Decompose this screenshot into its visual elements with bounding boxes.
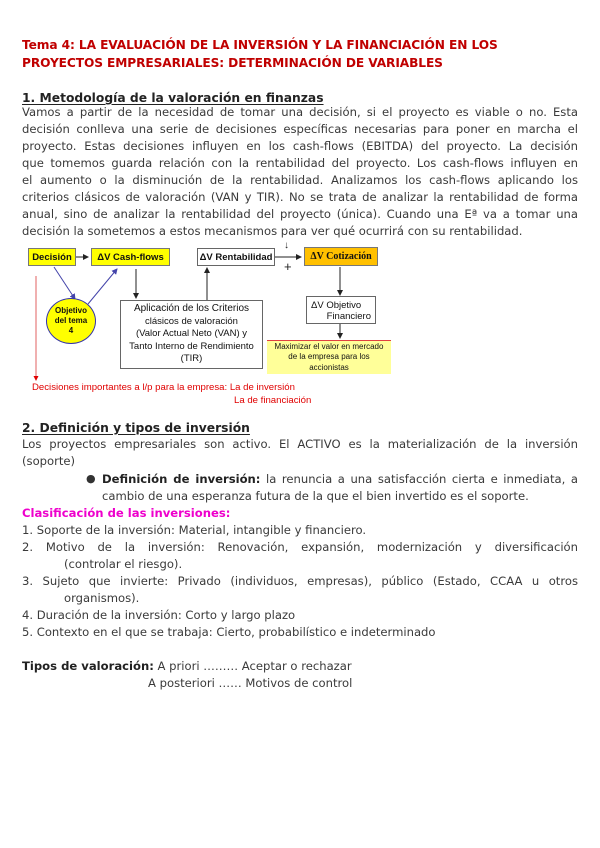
tipos-valoracion-line2: A posteriori …… Motivos de control xyxy=(148,676,353,690)
a-priori-text: A priori ……… Aceptar o rechazar xyxy=(153,659,352,673)
cashflows-box: ΔV Cash-flows xyxy=(91,248,170,266)
section1-paragraph xyxy=(22,104,578,240)
objetivo-tema-ellipse xyxy=(46,298,96,344)
paragraph-line: el aumento o la disminución de la rentabilidad. Analizamos los cash-flows aplicando los xyxy=(22,173,578,187)
maximizar-line: Maximizar el valor en mercado xyxy=(274,341,384,351)
definicion-inversion-line1 xyxy=(102,471,578,488)
maximizar-line: accionistas xyxy=(309,362,349,372)
clasificacion-item-5: 5. Contexto en el que se trabaja: Cierto, probabilístico e indeterminado xyxy=(22,625,436,639)
definicion-inversion-line2: cambio de una esperanza futura de la que el bien invertido es el soporte. xyxy=(102,489,529,503)
financiacion-text: La de financiación xyxy=(234,395,312,406)
bullet-dot: ● xyxy=(86,472,96,485)
cotizacion-box: ΔV Cotización xyxy=(304,247,378,266)
paragraph-line: decisión la sometemos a estos mecanismos para ver qué ocurrirá con su rentabilidad. xyxy=(22,224,523,238)
decisiones-importantes-text: Decisiones importantes a l/p para la empresa: La de inversión xyxy=(32,382,295,393)
clasificacion-item-2-cont: (controlar el riesgo). xyxy=(64,557,183,571)
paragraph-line: proyecto. Estas decisiones influyen en los cash-flows (EBITDA) del proyecto. La decisión xyxy=(22,139,578,153)
objetivo-line: Objetivo xyxy=(54,306,87,315)
objetivo-financiero-line: ΔV Objetivo xyxy=(311,300,362,311)
objetivo-line: del tema xyxy=(54,316,88,325)
title-line-1: Tema 4: LA EVALUACIÓN DE LA INVERSIÓN Y LA FINANCIACIÓN EN LOS xyxy=(22,38,498,52)
maximizar-box xyxy=(267,340,391,374)
section2-heading: 2. Definición y tipos de inversión xyxy=(22,421,250,435)
tipos-valoracion-label: Tipos de valoración: xyxy=(22,659,154,673)
tipos-valoracion-line1 xyxy=(22,658,352,675)
criterios-line: clásicos de valoración xyxy=(145,315,238,327)
objetivo-line: 4 xyxy=(68,326,74,335)
clasificacion-item-3: 3. Sujeto que invierte: Privado (individuos, empresas), público (Estado, CCAA u otros xyxy=(22,574,578,588)
criterios-line: Aplicación de los Criterios xyxy=(133,303,250,315)
document-title xyxy=(22,36,582,72)
maximizar-line: de la empresa para los xyxy=(288,352,370,362)
clasificacion-item-4: 4. Duración de la inversión: Corto y largo plazo xyxy=(22,608,296,622)
clasificacion-heading: Clasificación de las inversiones: xyxy=(22,506,231,520)
criterios-line: Tanto Interno de Rendimiento xyxy=(129,340,254,352)
paragraph-line: (soporte) xyxy=(22,454,76,468)
section1-heading: 1. Metodología de la valoración en finanzas xyxy=(22,91,324,105)
section2-paragraph xyxy=(22,436,578,470)
criterios-box xyxy=(120,300,263,369)
criterios-line: (TIR) xyxy=(180,353,203,365)
clasificacion-item-2: 2. Motivo de la inversión: Renovación, expansión, modernización y diversificación xyxy=(22,540,578,554)
clasificacion-item-3-cont: organismos). xyxy=(64,591,140,605)
paragraph-line: criterios clásicos de valoración (VAN y TIR). No se trata de analizar la rentabilidad de forma xyxy=(22,190,578,204)
definicion-label: Definición de inversión: xyxy=(102,472,261,486)
paragraph-line: que tomemos guarda relación con la rentabilidad del proyecto. Los cash-flows influyen en xyxy=(22,156,578,170)
decision-box: Decisión xyxy=(28,248,76,266)
paragraph-line: Los proyectos empresariales son activo. El ACTIVO es la materialización de la inversión xyxy=(22,437,578,451)
clasificacion-item-1: 1. Soporte de la inversión: Material, intangible y financiero. xyxy=(22,523,367,537)
rentabilidad-box: ΔV Rentabilidad xyxy=(197,248,275,266)
definicion-text: la renuncia a una satisfacción cierta e inmediata, a xyxy=(260,472,578,486)
criterios-line: (Valor Actual Neto (VAN) y xyxy=(135,328,248,340)
paragraph-line: decisión conlleva una serie de decisiones específicas necesarias para poner en marcha el xyxy=(22,122,578,136)
sign-down-arrow: ↓ xyxy=(284,240,289,251)
objetivo-financiero-line: Financiero xyxy=(326,311,371,322)
valuation-flow-diagram xyxy=(22,240,392,411)
objetivo-financiero-box xyxy=(306,296,376,324)
paragraph-line: Vamos a partir de la necesidad de tomar una decisión, si el proyecto es viable o no. Esta xyxy=(22,105,578,119)
plus-sign: + xyxy=(284,259,292,274)
title-line-2: PROYECTOS EMPRESARIALES: DETERMINACIÓN DE VARIABLES xyxy=(22,56,443,70)
paragraph-line: anual, sino de analizar la rentabilidad del proyecto (única). Cuando una Eª va a tomar una xyxy=(22,207,578,221)
